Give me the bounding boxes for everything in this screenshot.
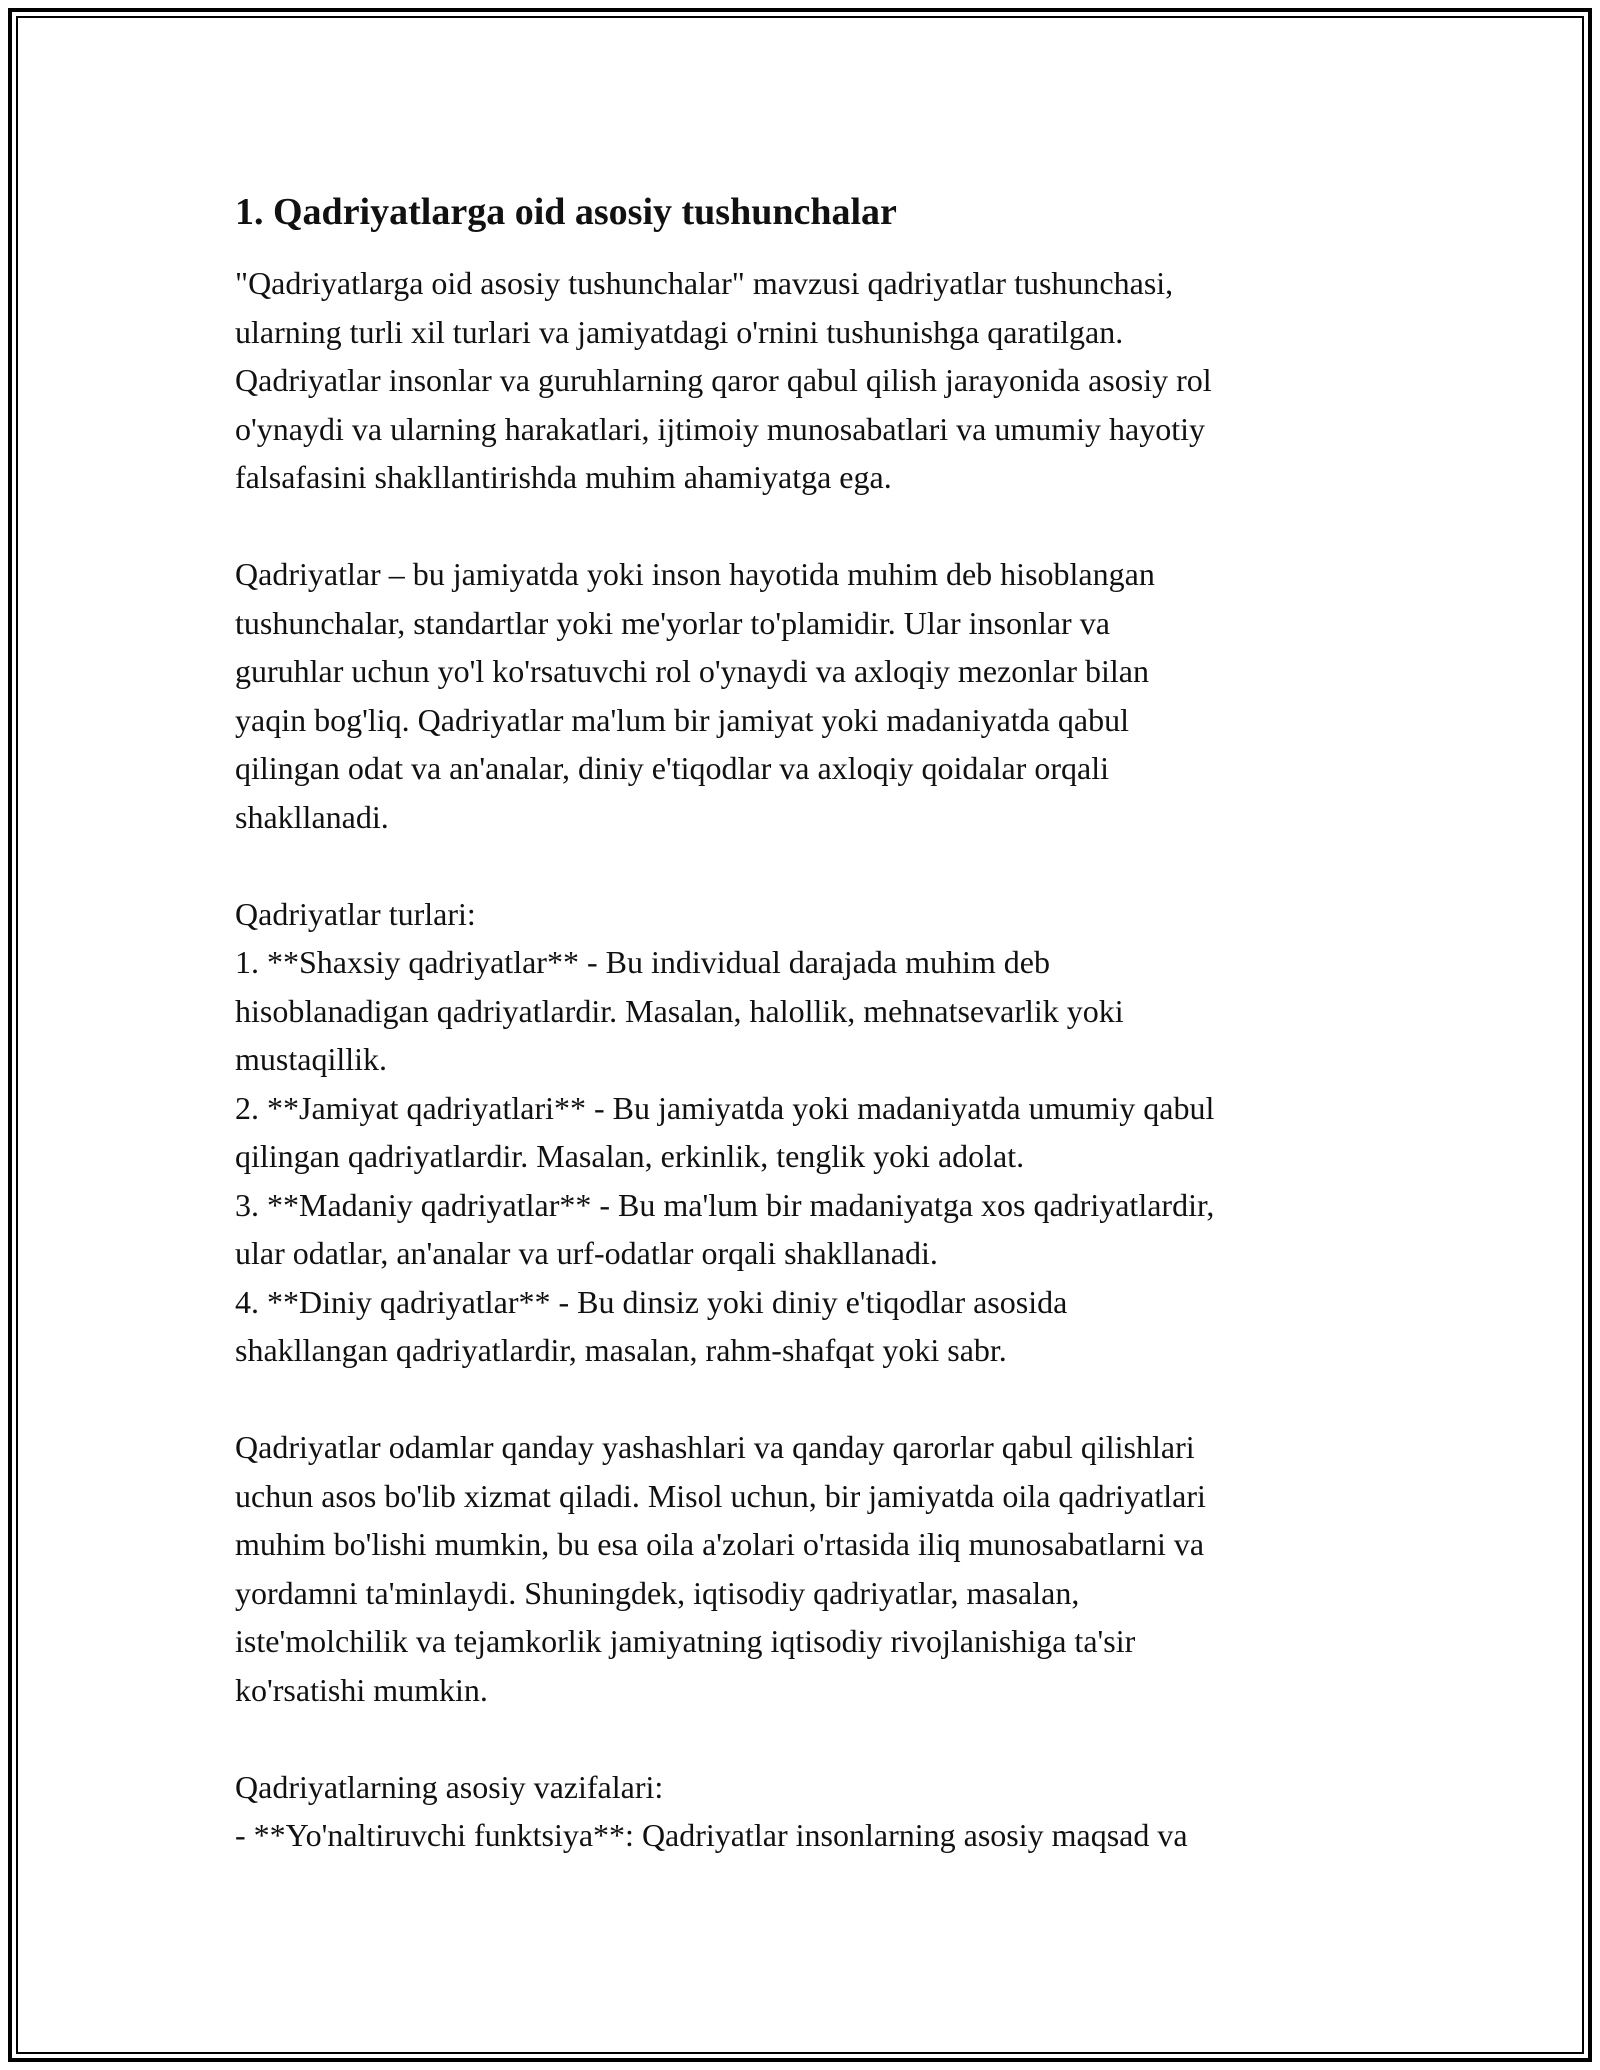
text-line: mustaqillik. bbox=[235, 1041, 387, 1077]
text-line: Qadriyatlar odamlar qanday yashashlari va qanday qarorlar qabul qilishlari bbox=[235, 1429, 1195, 1465]
text-line: Qadriyatlar – bu jamiyatda yoki inson hayotida muhim deb hisoblangan bbox=[235, 556, 1155, 592]
text-line: o'ynaydi va ularning harakatlari, ijtimoiy munosabatlari va umumiy hayotiy bbox=[235, 410, 1205, 447]
text-line: ko'rsatishi mumkin. bbox=[235, 1671, 488, 1708]
paragraph-definition bbox=[235, 550, 1385, 841]
text-line: 3. **Madaniy qadriyatlar** - Bu ma'lum bir madaniyatga xos qadriyatlardir, bbox=[235, 1186, 1215, 1223]
document-body bbox=[235, 188, 1385, 1908]
text-line: Qadriyatlar turlari: bbox=[235, 895, 476, 932]
text-line: ularning turli xil turlari va jamiyatdagi o'rnini tushunishga qaratilgan. bbox=[235, 313, 1124, 350]
text-line: guruhlar uchun yo'l ko'rsatuvchi rol o'ynaydi va axloqiy mezonlar bilan bbox=[235, 653, 1149, 689]
text-line: qilingan qadriyatlardir. Masalan, erkinlik, tenglik yoki adolat. bbox=[235, 1138, 1025, 1174]
text-line: Qadriyatlar insonlar va guruhlarning qaror qabul qilish jarayonida asosiy rol bbox=[235, 362, 1212, 398]
text-line: qilingan odat va an'analar, diniy e'tiqodlar va axloqiy qoidalar orqali bbox=[235, 750, 1109, 786]
text-line: hisoblanadigan qadriyatlardir. Masalan, halollik, mehnatsevarlik yoki bbox=[235, 992, 1124, 1029]
text-line: 4. **Diniy qadriyatlar** - Bu dinsiz yoki diniy e'tiqodlar asosida bbox=[235, 1283, 1068, 1320]
text-line: "Qadriyatlarga oid asosiy tushunchalar" mavzusi qadriyatlar tushunchasi, bbox=[235, 265, 1174, 301]
paragraph-functions bbox=[235, 1763, 1385, 1860]
text-line: 2. **Jamiyat qadriyatlari** - Bu jamiyatda yoki madaniyatda umumiy qabul bbox=[235, 1089, 1215, 1126]
text-line: muhim bo'lishi mumkin, bu esa oila a'zolari o'rtasida iliq munosabatlarni va bbox=[235, 1526, 1205, 1562]
text-line: 1. **Shaxsiy qadriyatlar** - Bu individual darajada muhim deb bbox=[235, 944, 1050, 980]
paragraph-types-list bbox=[235, 890, 1385, 1375]
text-line: yordamni ta'minlaydi. Shuningdek, iqtisodiy qadriyatlar, masalan, bbox=[235, 1574, 1080, 1611]
text-line: yaqin bog'liq. Qadriyatlar ma'lum bir jamiyat yoki madaniyatda qabul bbox=[235, 701, 1129, 738]
text-line: falsafasini shakllantirishda muhim ahamiyatga ega. bbox=[235, 459, 892, 495]
paragraph-examples bbox=[235, 1423, 1385, 1714]
text-line: uchun asos bo'lib xizmat qiladi. Misol uchun, bir jamiyatda oila qadriyatlari bbox=[235, 1477, 1206, 1514]
page-title: 1. Qadriyatlarga oid asosiy tushunchalar bbox=[235, 191, 897, 233]
text-line: ular odatlar, an'analar va urf-odatlar orqali shakllanadi. bbox=[235, 1235, 938, 1271]
text-line: shakllangan qadriyatlardir, masalan, rahm-shafqat yoki sabr. bbox=[235, 1332, 1007, 1368]
paragraph-intro bbox=[235, 259, 1385, 502]
text-line: iste'molchilik va tejamkorlik jamiyatning iqtisodiy rivojlanishiga ta'sir bbox=[235, 1623, 1136, 1659]
text-line: shakllanadi. bbox=[235, 798, 389, 835]
text-line: Qadriyatlarning asosiy vazifalari: bbox=[235, 1768, 664, 1805]
text-line: tushunchalar, standartlar yoki me'yorlar to'plamidir. Ular insonlar va bbox=[235, 604, 1110, 641]
text-line: - **Yo'naltiruvchi funktsiya**: Qadriyatlar insonlarning asosiy maqsad va bbox=[235, 1817, 1188, 1853]
